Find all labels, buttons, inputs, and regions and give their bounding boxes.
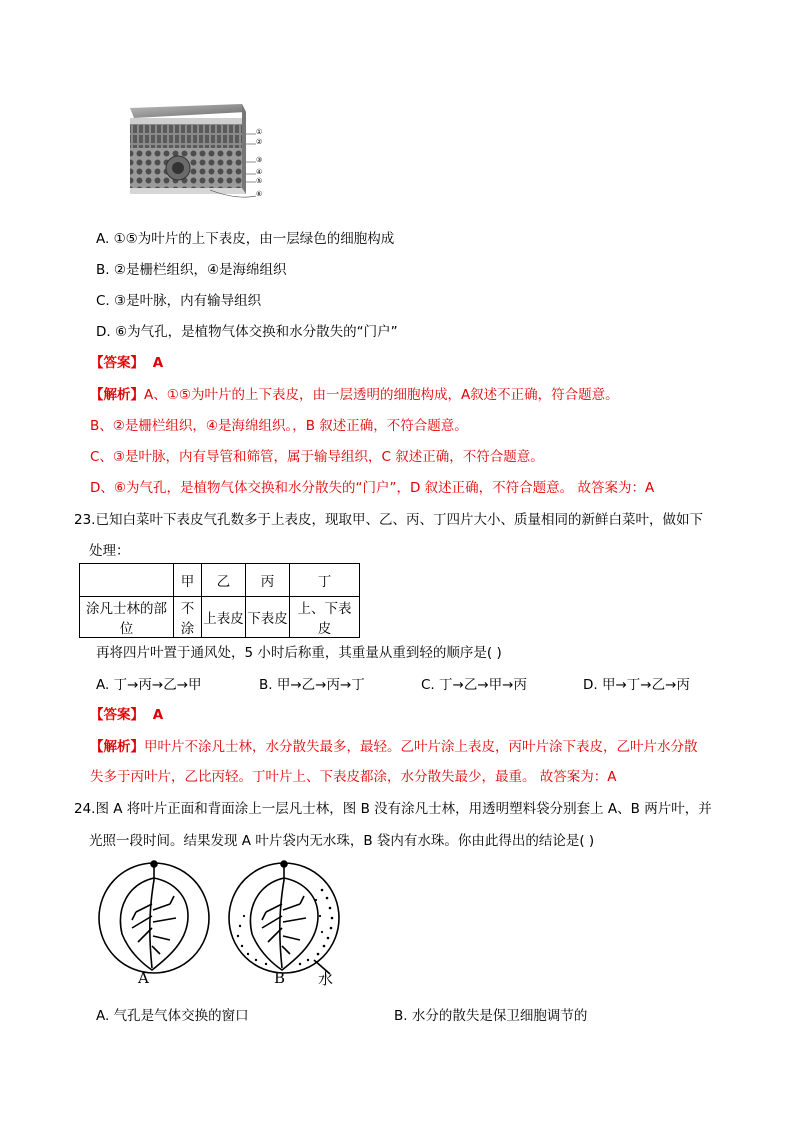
q23-answer-value: A [152,707,164,723]
table-cell: 上表皮 [202,597,246,638]
q24-option-a: A. 气孔是气体交换的窗口 [96,1008,249,1024]
table-header-cell: 丙 [246,564,290,597]
q24-stem-line-2: 光照一段时间。结果发现 A 叶片袋内无水珠，B 袋内有水珠。你由此得出的结论是( ) [89,833,595,849]
q22-analysis-text-1: A、①⑤为叶片的上下表皮，由一层透明的细胞构成，A叙述不正确，符合题意。 [144,387,619,403]
q22-answer [90,351,163,371]
q23-analysis-text-1: 甲叶片不涂凡士林，水分散失最多，最轻。乙叶片涂上表皮，丙叶片涂下表皮，乙叶片水分散 [144,739,698,755]
figure-label-water: 水 [318,970,334,988]
marker-3: ③ [256,156,263,164]
q23-answer-label: 【答案】 [90,707,144,723]
q22-option-d: D. ⑥为气孔，是植物气体交换和水分散失的“门户” [96,324,398,340]
table-cell: 涂凡士林的部位 [80,597,174,638]
q22-option-a: A. ①⑤为叶片的上下表皮，由一层绿色的细胞构成 [96,231,395,247]
leaf-cross-section-figure [126,104,276,204]
q24-option-b: B. 水分的散失是保卫细胞调节的 [394,1008,588,1024]
table-header-cell [80,564,174,597]
q23-analysis-line-1 [90,735,698,755]
q23-answer [90,703,163,723]
marker-1: ① [256,128,263,136]
q22-analysis-line-3: C、③是叶脉，内有导管和筛管，属于输导组织，C 叙述正确，不符合题意。 [90,449,544,465]
q22-answer-label: 【答案】 [90,355,144,371]
q24-leaf-figure [90,856,350,992]
q23-option-c: C. 丁→乙→甲→丙 [421,677,527,693]
table-header-cell: 甲 [174,564,202,597]
table-cell: 上、下表皮 [290,597,360,638]
q22-analysis-label: 【解析】 [90,387,144,403]
q23-option-a: A. 丁→丙→乙→甲 [96,677,202,693]
q22-option-c: C. ③是叶脉，内有输导组织 [96,293,262,309]
q23-analysis-label: 【解析】 [90,739,144,755]
figure-label-a: A [138,969,149,987]
q23-question: 再将四片叶置于通风处，5 小时后称重，其重量从重到轻的顺序是( ) [96,645,502,661]
table-cell: 不涂 [174,597,202,638]
q23-option-d: D. 甲→丁→乙→丙 [583,677,690,693]
q23-stem-line-1: 23.已知白菜叶下表皮气孔数多于上表皮，现取甲、乙、丙、丁四片大小、质量相同的新鲜白菜叶，做如下 [74,512,703,528]
table-row [80,597,360,638]
q23-treatment-table [79,563,360,638]
marker-5: ⑤ [256,177,263,185]
q24-stem-line-1: 24.图 A 将叶片正面和背面涂上一层凡士林，图 B 没有涂凡士林，用透明塑料袋分别套上 A、B 两片叶，并 [74,801,712,817]
figure-label-b: B [274,969,286,987]
table-header-cell: 丁 [290,564,360,597]
q23-analysis-line-2: 失多于丙叶片，乙比丙轻。丁叶片上、下表皮都涂，水分散失最少，最重。 故答案为：A [90,769,617,785]
marker-4: ④ [256,168,263,176]
q22-answer-value: A [152,355,164,371]
table-header-cell: 乙 [202,564,246,597]
q23-option-b: B. 甲→乙→丙→丁 [259,677,365,693]
q23-stem-line-2: 处理： [89,543,130,559]
table-row [80,564,360,597]
q22-analysis-line-4: D、⑥为气孔，是植物气体交换和水分散失的“门户”，D 叙述正确，不符合题意。 故答案为：A [90,480,655,496]
q22-option-b: B. ②是栅栏组织，④是海绵组织 [96,262,287,278]
q22-analysis-line-2: B、②是栅栏组织，④是海绵组织。，B 叙述正确，不符合题意。 [90,418,468,434]
q22-analysis-line-1 [90,383,619,403]
marker-6: ⑥ [256,190,263,198]
marker-2: ② [256,138,263,146]
table-cell: 下表皮 [246,597,290,638]
